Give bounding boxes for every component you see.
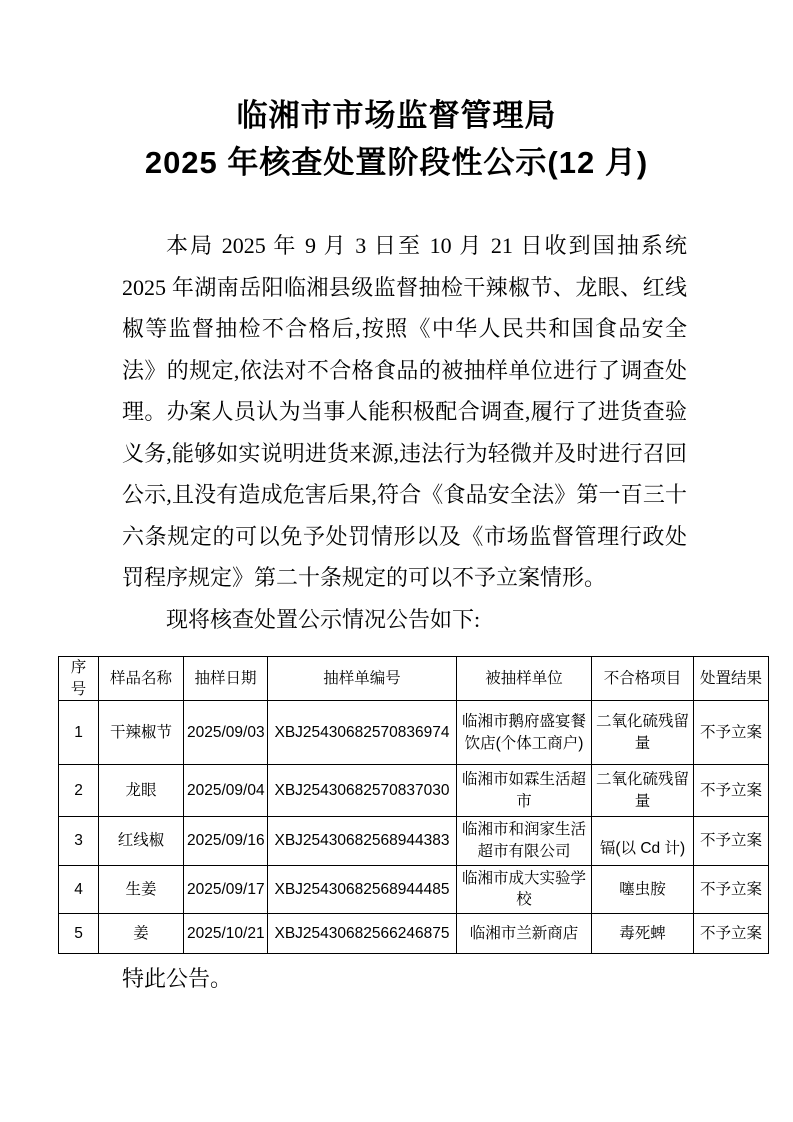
table-cell: 2025/09/16 — [184, 817, 268, 865]
table-cell: 镉(以 Cd 计) — [592, 817, 694, 865]
table-header-cell: 序号 — [59, 657, 99, 701]
table-cell: XBJ25430682570836974 — [268, 701, 457, 765]
table-cell: XBJ25430682568944383 — [268, 817, 457, 865]
table-body — [59, 701, 769, 954]
table-cell: 干辣椒节 — [99, 701, 184, 765]
table-header-cell: 抽样日期 — [184, 657, 268, 701]
results-table — [58, 656, 769, 954]
table-cell: XBJ25430682568944485 — [268, 865, 457, 913]
table-cell: 2025/09/17 — [184, 865, 268, 913]
table-row — [59, 765, 769, 817]
table-header-cell: 处置结果 — [694, 657, 769, 701]
table-cell: 2025/10/21 — [184, 914, 268, 954]
table-cell: 不予立案 — [694, 817, 769, 865]
table-cell: 二氧化硫残留量 — [592, 765, 694, 817]
table-row — [59, 701, 769, 765]
table-cell: 临湘市兰新商店 — [457, 914, 592, 954]
table-cell: 2025/09/03 — [184, 701, 268, 765]
document-title-line2: 2025 年核查处置阶段性公示(12 月) — [144, 145, 649, 180]
table-cell: 不予立案 — [694, 865, 769, 913]
table-cell: 不予立案 — [694, 765, 769, 817]
document-title — [0, 0, 793, 186]
table-row — [59, 914, 769, 954]
table-cell: XBJ25430682566246875 — [268, 914, 457, 954]
table-cell: 临湘市鹅府盛宴餐饮店(个体工商户) — [457, 701, 592, 765]
table-header-cell: 抽样单编号 — [268, 657, 457, 701]
table-cell: 5 — [59, 914, 99, 954]
table-row — [59, 865, 769, 913]
table-cell: 不予立案 — [694, 914, 769, 954]
table-cell: 临湘市如霖生活超市 — [457, 765, 592, 817]
table-cell: 龙眼 — [99, 765, 184, 817]
table-cell: 姜 — [99, 914, 184, 954]
table-cell: 2025/09/04 — [184, 765, 268, 817]
table-header-cell: 不合格项目 — [592, 657, 694, 701]
table-cell: 二氧化硫残留量 — [592, 701, 694, 765]
table-cell: 不予立案 — [694, 701, 769, 765]
table-cell: 噻虫胺 — [592, 865, 694, 913]
table-cell: 临湘市和润家生活超市有限公司 — [457, 817, 592, 865]
table-cell: 1 — [59, 701, 99, 765]
table-header-row — [59, 657, 769, 701]
table-cell: 3 — [59, 817, 99, 865]
table-cell: 生姜 — [99, 865, 184, 913]
table-header-cell: 样品名称 — [99, 657, 184, 701]
table-cell: 4 — [59, 865, 99, 913]
document-body — [122, 225, 687, 640]
table-cell: 临湘市成大实验学校 — [457, 865, 592, 913]
table-row — [59, 817, 769, 865]
table-cell: XBJ25430682570837030 — [268, 765, 457, 817]
table-cell: 红线椒 — [99, 817, 184, 865]
body-paragraph: 本局 2025 年 9 月 3 日至 10 月 21 日收到国抽系统 2025 年湖南岳阳临湘县级监督抽检干辣椒节、龙眼、红线椒等监督抽检不合格后,按照《中华人民共和国食品安全法》的规定,依法对不合格食品的被抽样单位进行了调查处理。办案人员认为当事人能积极配合调查,履行了进货查验义务,能够如实说明进货来源,违法行为轻微并及时进行召回公示,且没有造成危害后果,符合《食品安全法》第一百三十六条规定的可以免予处罚情形以及《市场监督管理行政处罚程序规定》第二十条规定的可以不予立案情形。 — [122, 233, 687, 590]
intro-line: 现将核查处置公示情况公告如下: — [166, 606, 481, 632]
table-cell: 2 — [59, 765, 99, 817]
closing-line: 特此公告。 — [122, 966, 233, 992]
table-header-cell: 被抽样单位 — [457, 657, 592, 701]
table-cell: 毒死蜱 — [592, 914, 694, 954]
document-title-line1: 临湘市市场监督管理局 — [236, 98, 557, 133]
